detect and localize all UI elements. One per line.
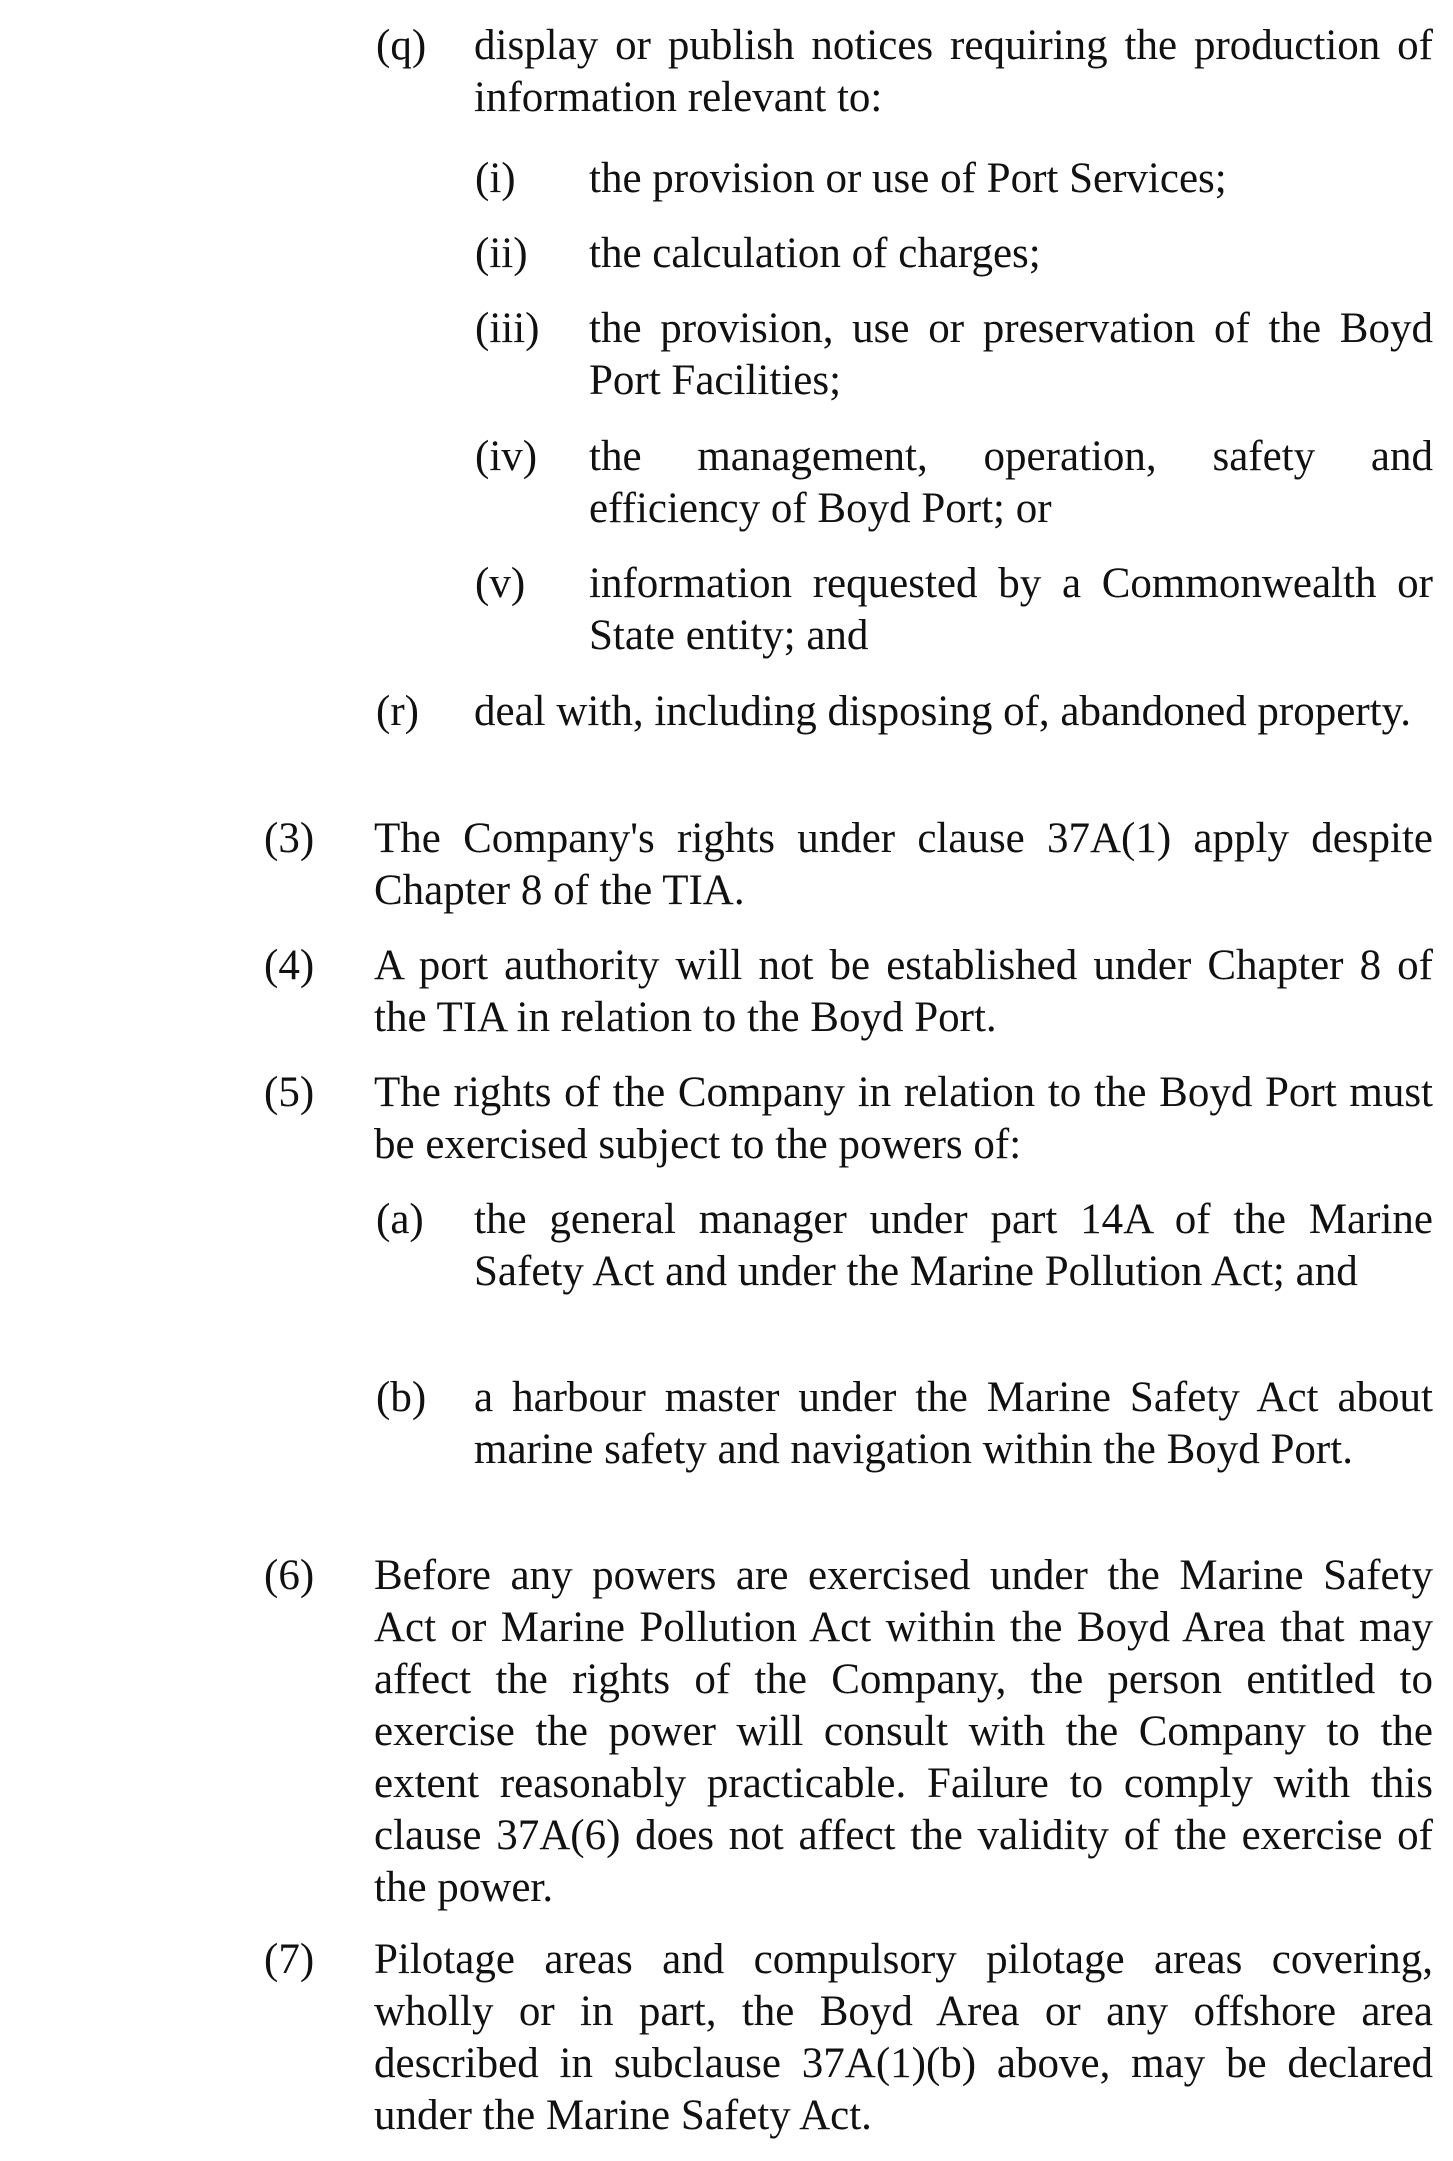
clause-number: (ii) [475, 230, 528, 277]
clause-number: (b) [376, 1374, 427, 1421]
clause-text: a harbour master under the Marine Safety Act about marine safety and navigation within the Boyd Port. [474, 1374, 1433, 1473]
clause-5 [264, 1067, 1433, 1171]
clause-text: Pilotage areas and compulsory pilotage areas covering, wholly or in part, the Boyd Area or any offshore area described in subclause 37A(1)(b) above, may be declared under the Marine Safety Act. [374, 1936, 1433, 2139]
clause-text: The Company's rights under clause 37A(1) apply despite Chapter 8 of the TIA. [374, 815, 1433, 914]
clause-number: (6) [264, 1552, 315, 1599]
clause-q-i [475, 153, 1433, 205]
clause-number: (iii) [475, 305, 540, 352]
clause-number: (5) [264, 1069, 315, 1116]
clause-number: (iv) [475, 433, 538, 480]
clause-number: (q) [376, 22, 427, 69]
clause-number: (a) [376, 1196, 424, 1243]
clause-3 [264, 813, 1433, 917]
clause-q [376, 20, 1433, 124]
clause-text: the provision, use or preservation of the Boyd Port Facilities; [589, 305, 1433, 404]
clause-q-iv [475, 431, 1433, 535]
clause-q-ii [475, 228, 1433, 280]
clause-text: The rights of the Company in relation to the Boyd Port must be exercised subject to the powers of: [374, 1069, 1433, 1168]
clause-number: (4) [264, 942, 315, 989]
clause-text: Before any powers are exercised under the Marine Safety Act or Marine Pollution Act within the Boyd Area that may affect the rights of the Company, the person entitled to exercise the power will consult with the Company to the extent reasonably practicable. Failure to comply with this clause 37A(6) does not affect the validity of the exercise of the power. [374, 1552, 1433, 1911]
clause-text: deal with, including disposing of, abandoned property. [474, 688, 1412, 735]
clause-q-v [475, 558, 1433, 662]
clause-number: (r) [376, 688, 419, 735]
clause-5-b [376, 1372, 1433, 1476]
clause-text: information requested by a Commonwealth or State entity; and [589, 560, 1433, 659]
clause-r [376, 686, 1433, 738]
clause-6 [264, 1550, 1433, 1914]
clause-7 [264, 1934, 1433, 2142]
clause-text: the management, operation, safety and efficiency of Boyd Port; or [589, 433, 1433, 532]
clause-number: (7) [264, 1936, 315, 1983]
clause-text: the calculation of charges; [589, 230, 1041, 277]
clause-number: (3) [264, 815, 315, 862]
clause-text: A port authority will not be established under Chapter 8 of the TIA in relation to the Boyd Port. [374, 942, 1433, 1041]
clause-4 [264, 940, 1433, 1044]
clause-q-iii [475, 303, 1433, 407]
clause-number: (v) [475, 560, 526, 607]
clause-text: the provision or use of Port Services; [589, 155, 1227, 202]
clause-5-a [376, 1194, 1433, 1298]
clause-number: (i) [475, 155, 516, 202]
clause-text: the general manager under part 14A of the Marine Safety Act and under the Marine Pollution Act; and [474, 1196, 1433, 1295]
clause-text: display or publish notices requiring the production of information relevant to: [474, 22, 1433, 121]
